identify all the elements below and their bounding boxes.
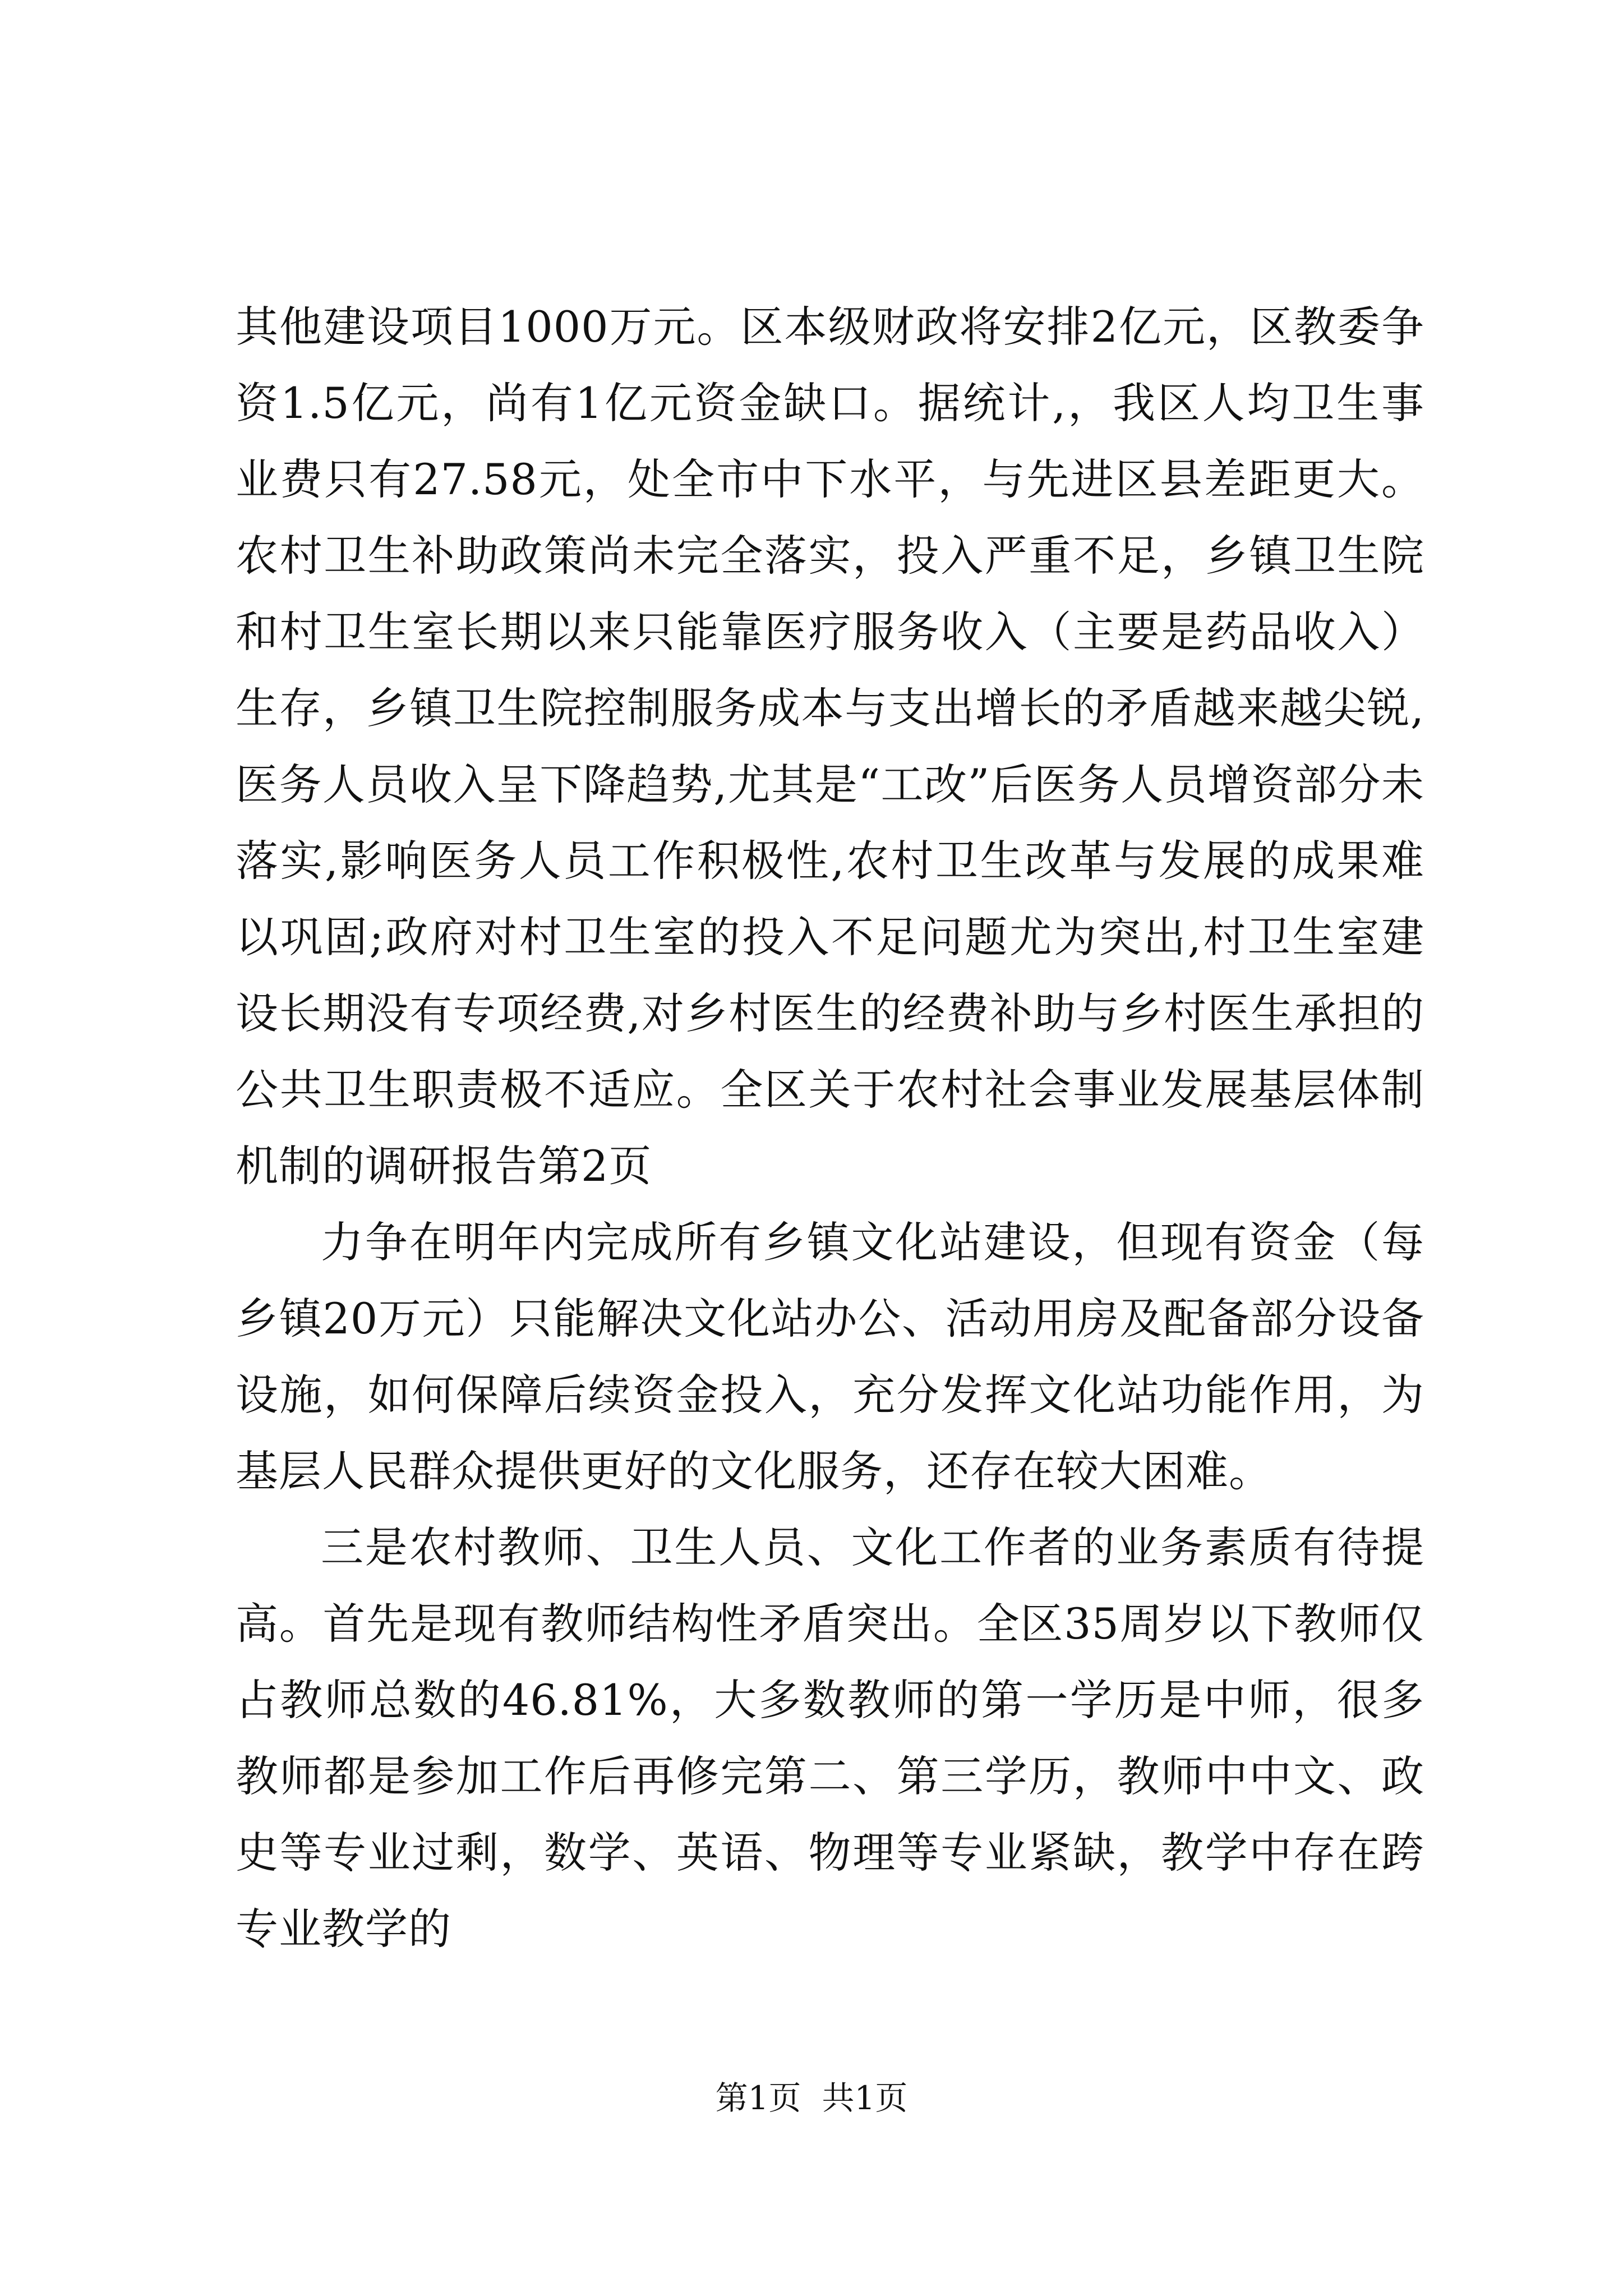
paragraph-1: 其他建设项目1000万元。区本级财政将安排2亿元，区教委争资1.5亿元，尚有1亿元资金缺口。据统计,，我区人均卫生事业费只有27.58元，处全市中下水平，与先进区县差距更大。农村卫生补助政策尚未完全落实，投入严重不足，乡镇卫生院和村卫生室长期以来只能靠医疗服务收入（主要是药品收入）生存，乡镇卫生院控制服务成本与支出增长的矛盾越来越尖锐,医务人员收入呈下降趋势,尤其是“工改”后医务人员增资部分未落实,影响医务人员工作积极性,农村卫生改革与发展的成果难以巩固;政府对村卫生室的投入不足问题尤为突出,村卫生室建设长期没有专项经费,对乡村医生的经费补助与乡村医生承担的公共卫生职责极不适应。全区关于农村社会事业发展基层体制机制的调研报告第2页: [236, 302, 1424, 1191]
page-total: 共1页: [822, 2079, 908, 2117]
paragraph-2: 力争在明年内完成所有乡镇文化站建设，但现有资金（每乡镇20万元）只能解决文化站办公、活动用房及配备部分设备设施，如何保障后续资金投入，充分发挥文化站功能作用，为基层人民群众提供更好的文化服务，还存在较大困难。: [236, 1217, 1424, 1496]
footer-separator: [801, 2079, 822, 2117]
page-footer: [0, 2076, 1623, 2120]
document-body: [236, 289, 1424, 1967]
paragraph-3: 三是农村教师、卫生人员、文化工作者的业务素质有待提高。首先是现有教师结构性矛盾突出。全区35周岁以下教师仅占教师总数的46.81%，大多数教师的第一学历是中师，很多教师都是参加工作后再修完第二、第三学历，教师中中文、政史等专业过剩，数学、英语、物理等专业紧缺，教学中存在跨专业教学的: [236, 1522, 1424, 1954]
page-number: 第1页: [715, 2079, 801, 2117]
